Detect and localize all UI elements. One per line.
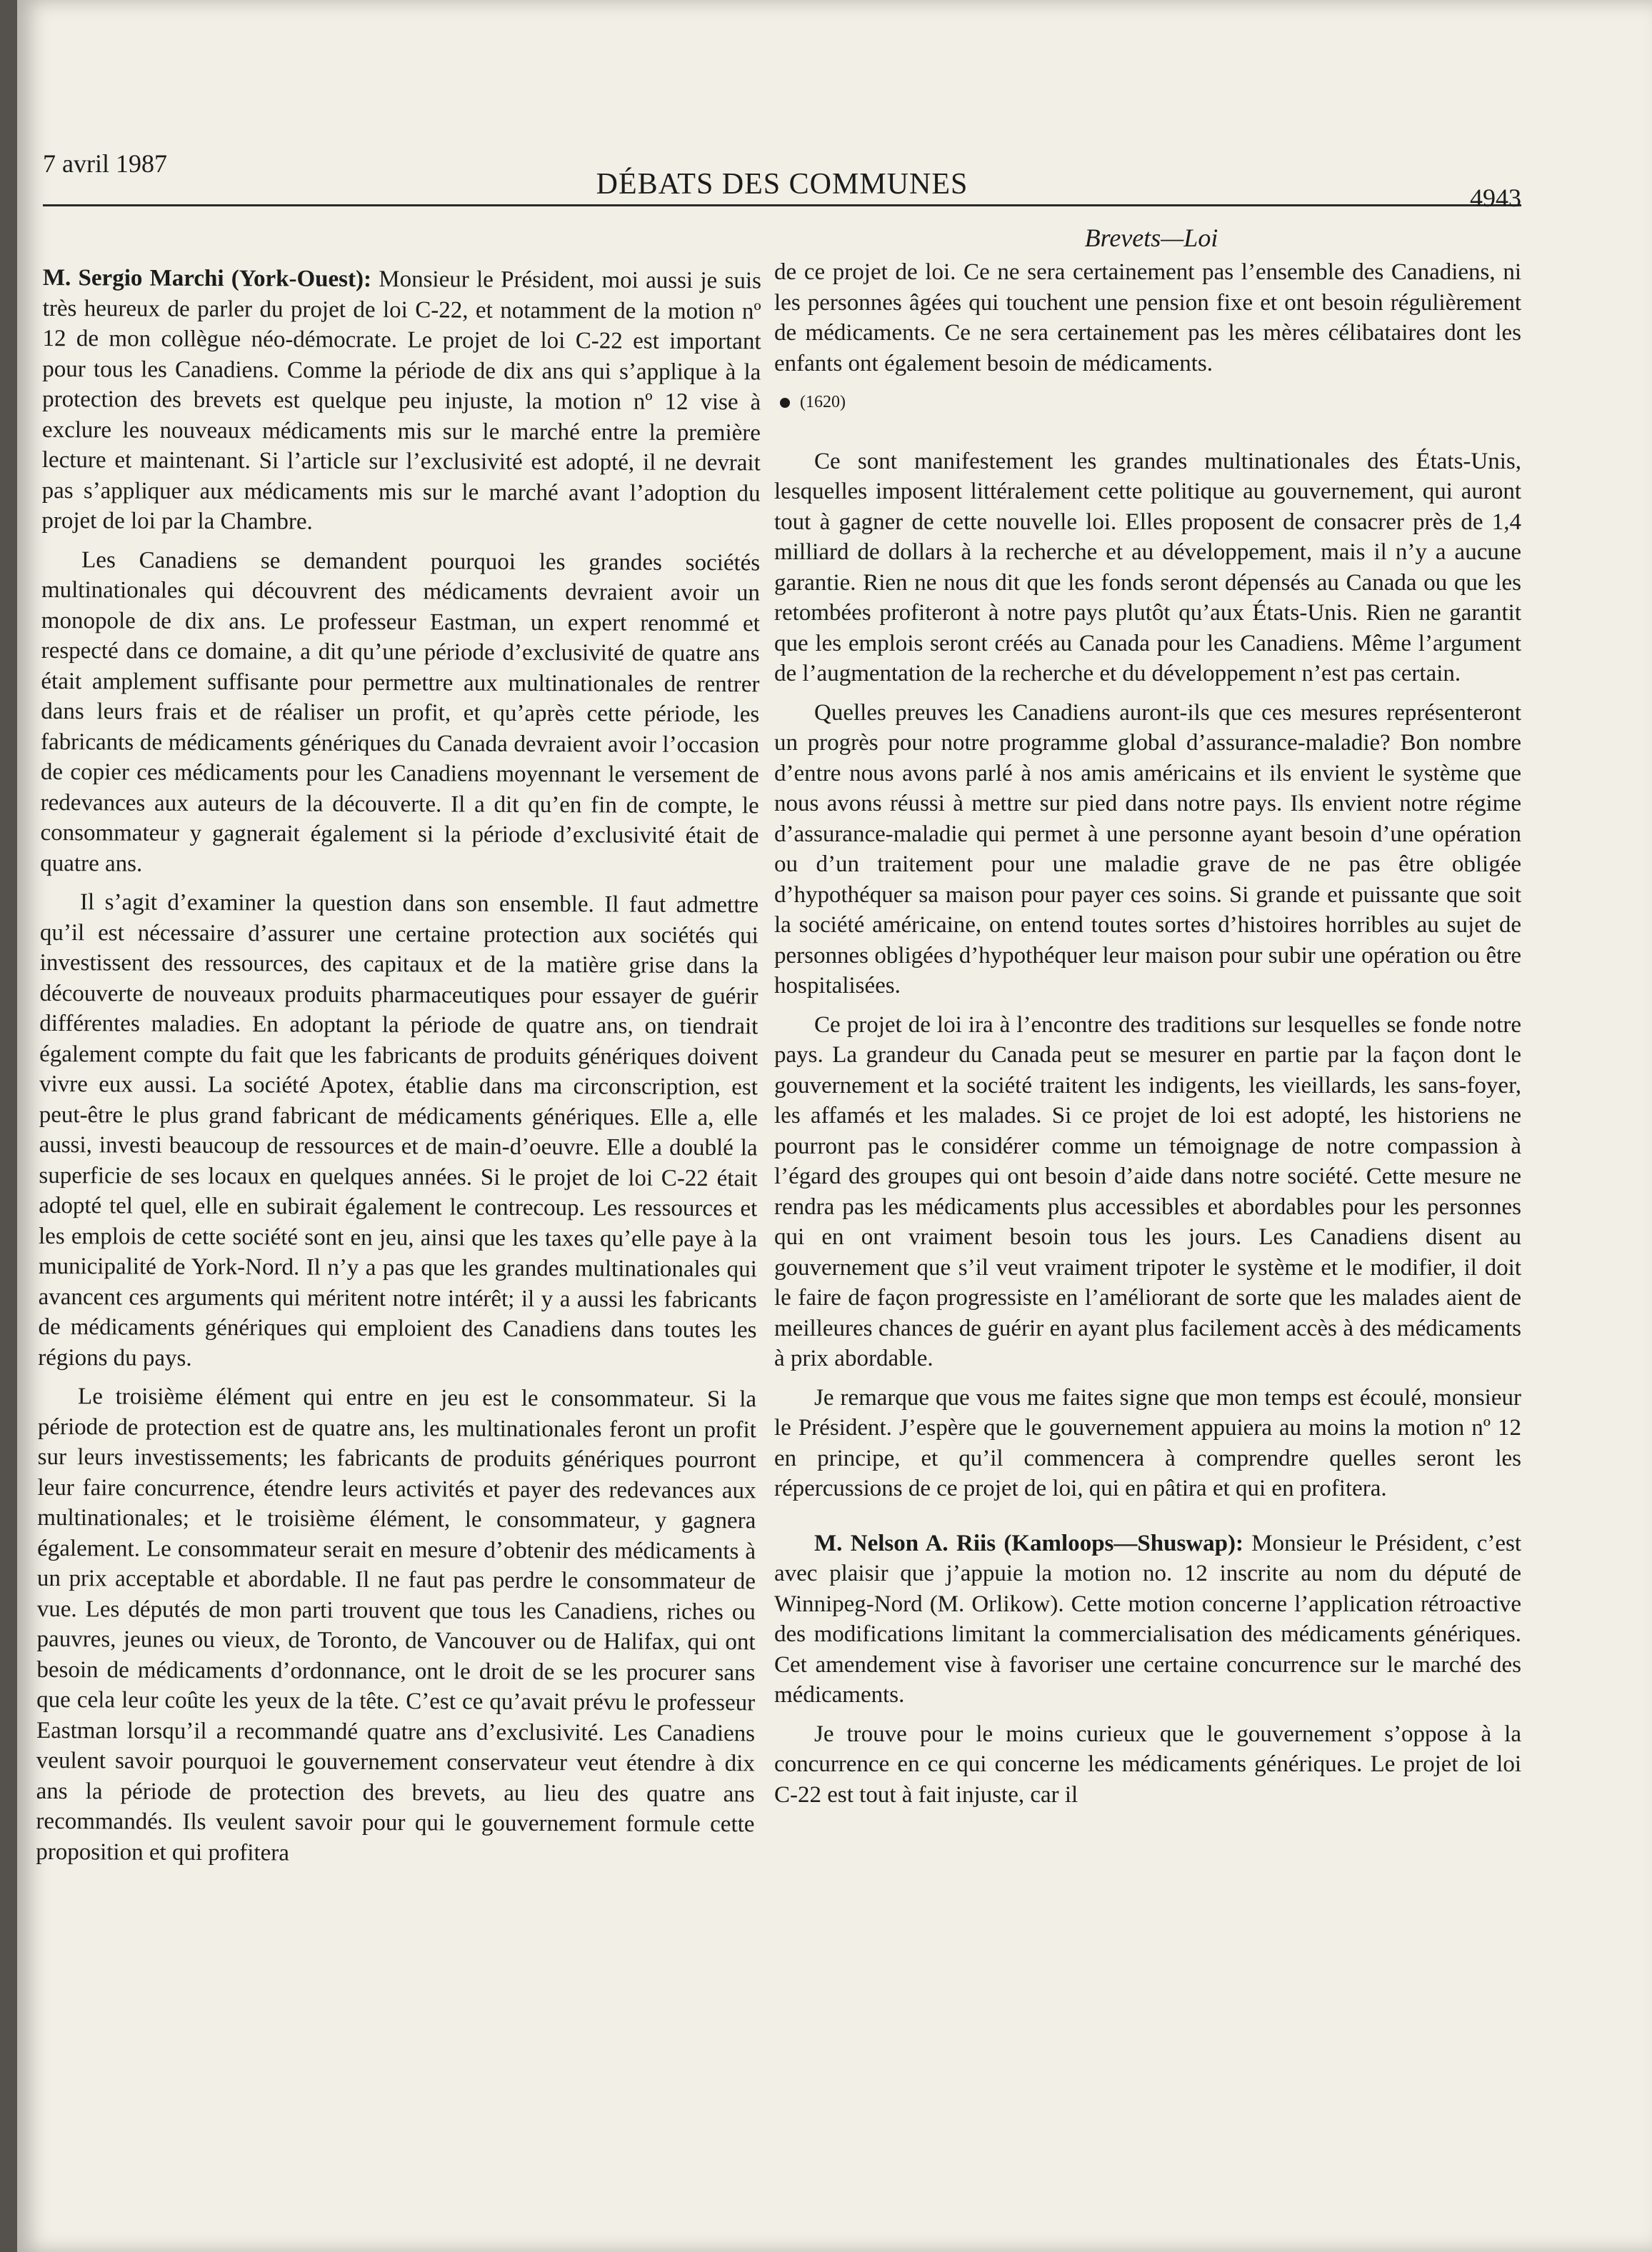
time-marker [780, 387, 1521, 418]
paragraph-text: Monsieur le Président, c’est avec plaisir que j’appuie la motion no. 12 inscrite au nom du député de Winnipeg-Nord (M. Orlikow). Cette motion concerne l’application rétroactive des modifications limitant la commercialisation des médicaments génériques. Cet amendement vise à favoriser une certaine concurrence sur le marché des médicaments. [774, 1530, 1521, 1708]
paragraph: Le troisième élément qui entre en jeu est le consommateur. Si la période de protection est de quatre ans, les multinationales feront un profit sur leurs investissements; les fabricants de produits génériques pourront leur faire concurrence, étendre leurs activités et payer des redevances aux multinationales; et le troisième élément, le consommateur, y gagnera également. Le consommateur serait en mesure d’obtenir des médicaments à un prix acceptable et abordable. Il ne faut pas perdre le consommateur de vue. Les députés de mon parti trouvent que tous les Canadiens, riches ou pauvres, jeunes ou vieux, de Toronto, de Vancouver ou de Halifax, qui ont besoin de médicaments d’ordonnance, ont le droit de se les procurer sans que cela leur coûte les yeux de la tête. C’est ce qu’avait prévu le professeur Eastman lorsqu’il a recommandé quatre ans d’exclusivité. Les Canadiens veulent savoir pourquoi le gouvernement conservateur veut étendre à dix ans la période de protection des brevets, au lieu des quatre ans recommandés. Ils veulent savoir pour qui le gouvernement formule cette proposition et qui profitera [36, 1383, 757, 1866]
paragraph [774, 1528, 1521, 1711]
paragraph: Ce projet de loi ira à l’encontre des traditions sur lesquelles se fonde notre pays. La grandeur du Canada peut se mesurer en partie par la façon dont le gouvernement et la société traitent les indigents, les vieillards, les sans-foyer, les affamés et les malades. Si ce projet de loi est adopté, les historiens ne pourront pas le considérer comme un témoignage de notre compassion à l’égard des groupes qui ont besoin d’aide dans notre société. Cette mesure ne rendra pas les médicaments plus accessibles et abordables pour les personnes qui en ont vraiment besoin tous les jours. Les Canadiens disent au gouvernement que s’il veut vraiment tripoter le système et le modifier, il doit le faire de façon progressiste en l’améliorant de sorte que les malades aient de meilleures chances de guérir en ayant plus facilement accès à des médicaments à prix abordable. [774, 1011, 1521, 1371]
header-title: DÉBATS DES COMMUNES [596, 168, 968, 201]
document-page [17, 0, 1652, 2252]
bullet-icon [780, 398, 790, 408]
paragraph: Ce sont manifestement les grandes multinationales des États-Unis, lesquelles imposent littéralement cette politique au gouvernement, qui auront tout à gagner de cette nouvelle loi. Elles proposent de consacrer près de 1,4 milliard de dollars à la recherche et au développement, mais il n’y a aucune garantie. Rien ne nous dit que les fonds seront dépensés au Canada ou que les retombées profiteront à notre pays plutôt qu’aux États-Unis. Rien ne garantit que les emplois seront créés au Canada pour les Canadiens. Même l’argument de l’augmentation de la recherche et du développement n’est pas certain. [774, 448, 1521, 686]
paragraph: Je trouve pour le moins curieux que le gouvernement s’oppose à la concurrence en ce qui concerne les médicaments génériques. Le projet de loi C-22 est tout à fait injuste, car il [774, 1721, 1521, 1808]
running-title: Brevets—Loi [1084, 224, 1218, 252]
spacer [774, 1513, 1521, 1528]
speaker-name: M. Sergio Marchi (York-Ouest): [42, 264, 372, 293]
page-header [43, 147, 1521, 212]
header-date: 7 avril 1987 [43, 149, 167, 178]
paragraph-text: Monsieur le Président, moi aussi je suis très heureux de parler du projet de loi C-22, et notamment de la motion nº 12 de mon collègue néo-démocrate. Le projet de loi C-22 est important pour tous les Canadiens. Comme la période de dix ans qui s’applique à la protection des brevets est quelque peu injuste, la motion nº 12 vise à exclure les nouveaux médicaments mis sur le marché entre la première lecture et maintenant. Si l’article sur l’exclusivité est adopté, il ne devrait pas s’appliquer aux médicaments mis sur le marché avant l’adoption du projet de loi par la Chambre. [41, 266, 761, 535]
paragraph: Quelles preuves les Canadiens auront-ils que ces mesures représenteront un progrès pour notre programme global d’assurance-maladie? Bon nombre d’entre nous avons parlé à nos amis américains et ils envient le système que nous avons réussi à mettre sur pied dans notre pays. Ils envient notre régime d’assurance-maladie qui permet à une personne ayant besoin d’une opération ou d’un traitement pour une maladie grave de ne pas être obligée d’hypothéquer sa maison pour payer ces soins. Si grande et puissante que soit la société américaine, on entend toutes sortes d’histoires horribles au sujet de personnes obligées d’hypothéquer leur maison pour subir une opération ou être hospitalisées. [774, 699, 1521, 999]
page-number: 4943 [1470, 184, 1521, 212]
left-column [36, 263, 761, 1878]
paragraph: Je remarque que vous me faites signe que mon temps est écoulé, monsieur le Président. J’espère que le gouvernement appuiera au moins la motion nº 12 en principe, et qu’il commencera à comprendre quelles seront les répercussions de ce projet de loi, qui en pâtira et qui en profitera. [774, 1384, 1521, 1501]
paragraph: de ce projet de loi. Ce ne sera certainement pas l’ensemble des Canadiens, ni les personnes âgées qui touchent une pension fixe et ont besoin régulièrement de médicaments. Ce ne sera certainement pas les mères célibataires dont les enfants ont également besoin de médicaments. [774, 259, 1521, 376]
paragraph: Il s’agit d’examiner la question dans son ensemble. Il faut admettre qu’il est nécessaire d’assurer une certaine protection aux sociétés qui investissent des ressources, des capitaux et de la matière grise dans la découverte de nouveaux produits pharmaceutiques pour essayer de guérir différentes maladies. En adoptant la période de quatre ans, on tiendrait également compte du fait que les fabricants de produits génériques doivent vivre eux aussi. La société Apotex, établie dans ma circonscription, est peut-être le plus grand fabricant de médicaments génériques. Elle a, elle aussi, investi beaucoup de ressources et de main-d’oeuvre. Elle a doublé la superficie de ses locaux en quelques années. Si le projet de loi C-22 était adopté tel quel, elle en subirait également le contrecoup. Les ressources et les emplois de cette société sont en jeu, ainsi que les taxes qu’elle paye à la municipalité de York-Nord. Il n’y a pas que les grandes multinationales qui avancent ces arguments qui méritent notre intérêt; il y a aussi les fabricants de médicaments génériques qui emploient des Canadiens dans toutes les régions du pays. [38, 889, 759, 1371]
speaker-name: M. Nelson A. Riis (Kamloops—Shuswap): [814, 1530, 1243, 1556]
paragraph: Les Canadiens se demandent pourquoi les grandes sociétés multinationales qui découvrent des médicaments devraient avoir un monopole de dix ans. Le professeur Eastman, un expert renommé et respecté dans ce domaine, a dit qu’une période d’exclusivité de quatre ans était amplement suffisante pour permettre aux multinationales de rentrer dans leurs frais et de réaliser un profit, et qu’après cette période, les fabricants de médicaments génériques du Canada devraient avoir l’occasion de copier ces médicaments pour les Canadiens moyennant le versement de redevances aux auteurs de la découverte. Il a dit qu’en fin de compte, le consommateur y gagnerait également si la période d’exclusivité était de quatre ans. [40, 546, 761, 877]
time-marker-label: (1620) [800, 393, 846, 411]
right-column [774, 257, 1521, 1818]
paragraph [41, 263, 761, 539]
